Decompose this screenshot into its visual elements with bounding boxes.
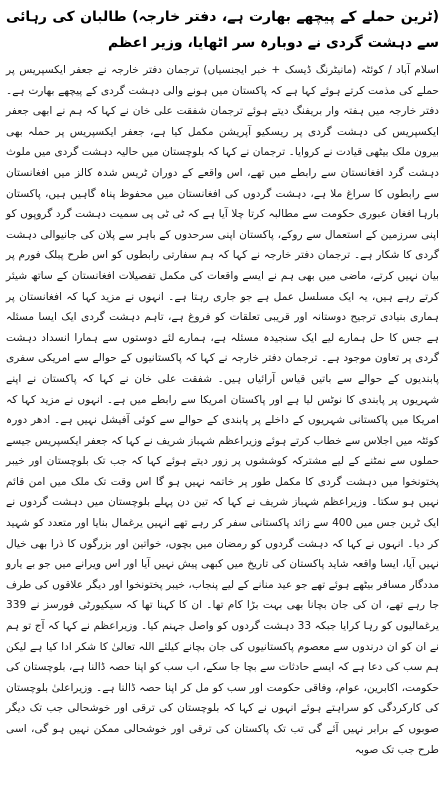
article-headline: (ٹرین حملے کے پیچھے بھارت ہے، دفتر خارجہ) طالبان کی رہائی سے دہشت گردی نے دوبارہ سر اٹھایا، وزیر اعظم — [6, 9, 439, 51]
article-body: اسلام آباد / کوئٹہ (مانیٹرنگ ڈیسک + خبر ایجنسیاں) ترجمان دفتر خارجہ نے جعفر ایکسپریس پر حملے کی مذمت کرتے ہوئے کہا ہے کہ پاکستان میں ہونے والی دہشت گردی کے پیچھے بھارت ہے۔ دفتر خارجہ میں ہفتہ وار بریفنگ دیتے ہوئے ترجمان شفقت علی خان نے کہا کہ ہم نے ابھی جعفر ایکسپریس کی دہشت گردی پر ریسکیو آپریشن مکمل کیا ہے، جعفر ایکسپریس پر حملہ بھی بیرون ملک بیٹھی قیادت نے کروایا۔ ترجمان نے کہا کہ بلوچستان میں حالیہ دہشت گردی میں ملوث دہشت گرد افغانستان سے رابطے میں تھے، اس واقعے کے دوران ٹریس شدہ کالز میں افغانستان سے رابطوں کا سراغ ملا ہے، دہشت گردوں کی افغانستان میں محفوظ پناہ گاہیں ہیں، پاکستان بارہا افغان عبوری حکومت سے مطالبہ کرتا چلا آیا ہے کہ ٹی ٹی پی سمیت دہشت گرد گروپوں کو اپنی سرزمین کے استعمال سے روکے، پاکستان اپنی سرحدوں کے باہر سے پلان کی جانیوالی دہشت گردی کا شکار ہے۔ ترجمان دفتر خارجہ نے کہا کہ ہم سفارتی رابطوں کو اس طرح پبلک فورم پر بیان نہیں کرتے، ماضی میں بھی ہم نے ایسے واقعات کی مکمل تفصیلات افغانستان کے ساتھ شیئر کرتے رہے ہیں، یہ ایک مسلسل عمل ہے جو جاری رہتا ہے۔ انہوں نے مزید کہا کہ افغانستان پر ہماری بنیادی ترجیح دوستانہ اور قریبی تعلقات کو فروغ ہے، تاہم دہشت گردی ایک ایسا مسئلہ ہے جس کا حل ہمارے لیے ایک سنجیدہ مسئلہ ہے، ہمارے لئے دوستوں سے ہمارا انسداد دہشت گردی پر تعاون موجود ہے۔ ترجمان دفتر خارجہ نے کہا کہ پاکستانیوں کے حوالے سے امریکی سفری پابندیوں کے حوالے سے باتیں قیاس آرائیاں ہیں۔ شفقت علی خان نے کہا کہ پاکستان نے اپنے شہریوں پر پابندی کا نوٹس لیا ہے اور پاکستان امریکا سے رابطے میں ہے۔ انہوں نے مزید کہا کہ امریکا میں پاکستانی شہریوں کے داخلے پر پابندی کے حوالے سے کوئی آفیشل نہیں ہے۔ ادھر دورہ کوئٹہ میں اجلاس سے خطاب کرتے ہوئے وزیراعظم شہباز شریف نے کہا کہ جعفر ایکسپریس جیسے حملوں سے نمٹنے کے لیے مشترکہ کوششوں پر زور دیتے ہوئے کہا کہ جب تک بلوچستان اور خیبر پختونخوا میں دہشت گردی کا مکمل طور پر خاتمہ نہیں ہو گا اس وقت تک ملک میں امن قائم نہیں ہو سکتا۔ وزیراعظم شہباز شریف نے کہا کہ تین دن پہلے بلوچستان میں دہشت گردوں نے ایک ٹرین جس میں 400 سے زائد پاکستانی سفر کر رہے تھے انہیں یرغمال بنایا اور متعدد کو شہید کر دیا۔ انہوں نے کہا کہ دہشت گردوں کو رمضان میں بچوں، خواتین اور بزرگوں کا ذرا بھی خیال نہیں آیا، ایسا واقعہ شاید پاکستان کی تاریخ میں کبھی پیش نہیں آیا اور اس ویرانے میں جو بے یارو مددگار مسافر بیٹھے ہوئے تھے جو عید منانے کے لیے پنجاب، خیبر پختونخوا اور دیگر علاقوں کی طرف جا رہے تھے، ان کی جان بچانا بھی بہت بڑا کام تھا۔ ان کا کہنا تھا کہ سیکیورٹی فورسز نے 339 یرغمالیوں کو رہا کرایا جبکہ 33 دہشت گردوں کو واصل جہنم کیا۔ وزیراعظم نے کہا کہ آج تو ہم نے ان کو ان درندوں سے معصوم پاکستانیوں کی جان بچانے کیلئے اللہ تعالیٰ کا شکر ادا کیا ہے لیکن ہم سب کی دعا ہے کہ ایسے حادثات سے بچا جا سکے، اب سب کو اپنا حصہ ڈالنا ہے، بلوچستان کی حکومت، اکابرین، عوام، وفاقی حکومت اور سب کو مل کر اپنا حصہ ڈالنا ہے۔ وزیراعلیٰ بلوچستان کی کارکردگی کو سراہتے ہوئے انہوں نے کہا کہ بلوچستان کی ترقی اور خوشحالی جب تک دیگر صوبوں کے برابر نہیں آئے گی تب تک پاکستان کی ترقی اور خوشحالی ممکن نہیں ہو گی، اسی طرح جب تک صوبہ — [6, 64, 440, 756]
